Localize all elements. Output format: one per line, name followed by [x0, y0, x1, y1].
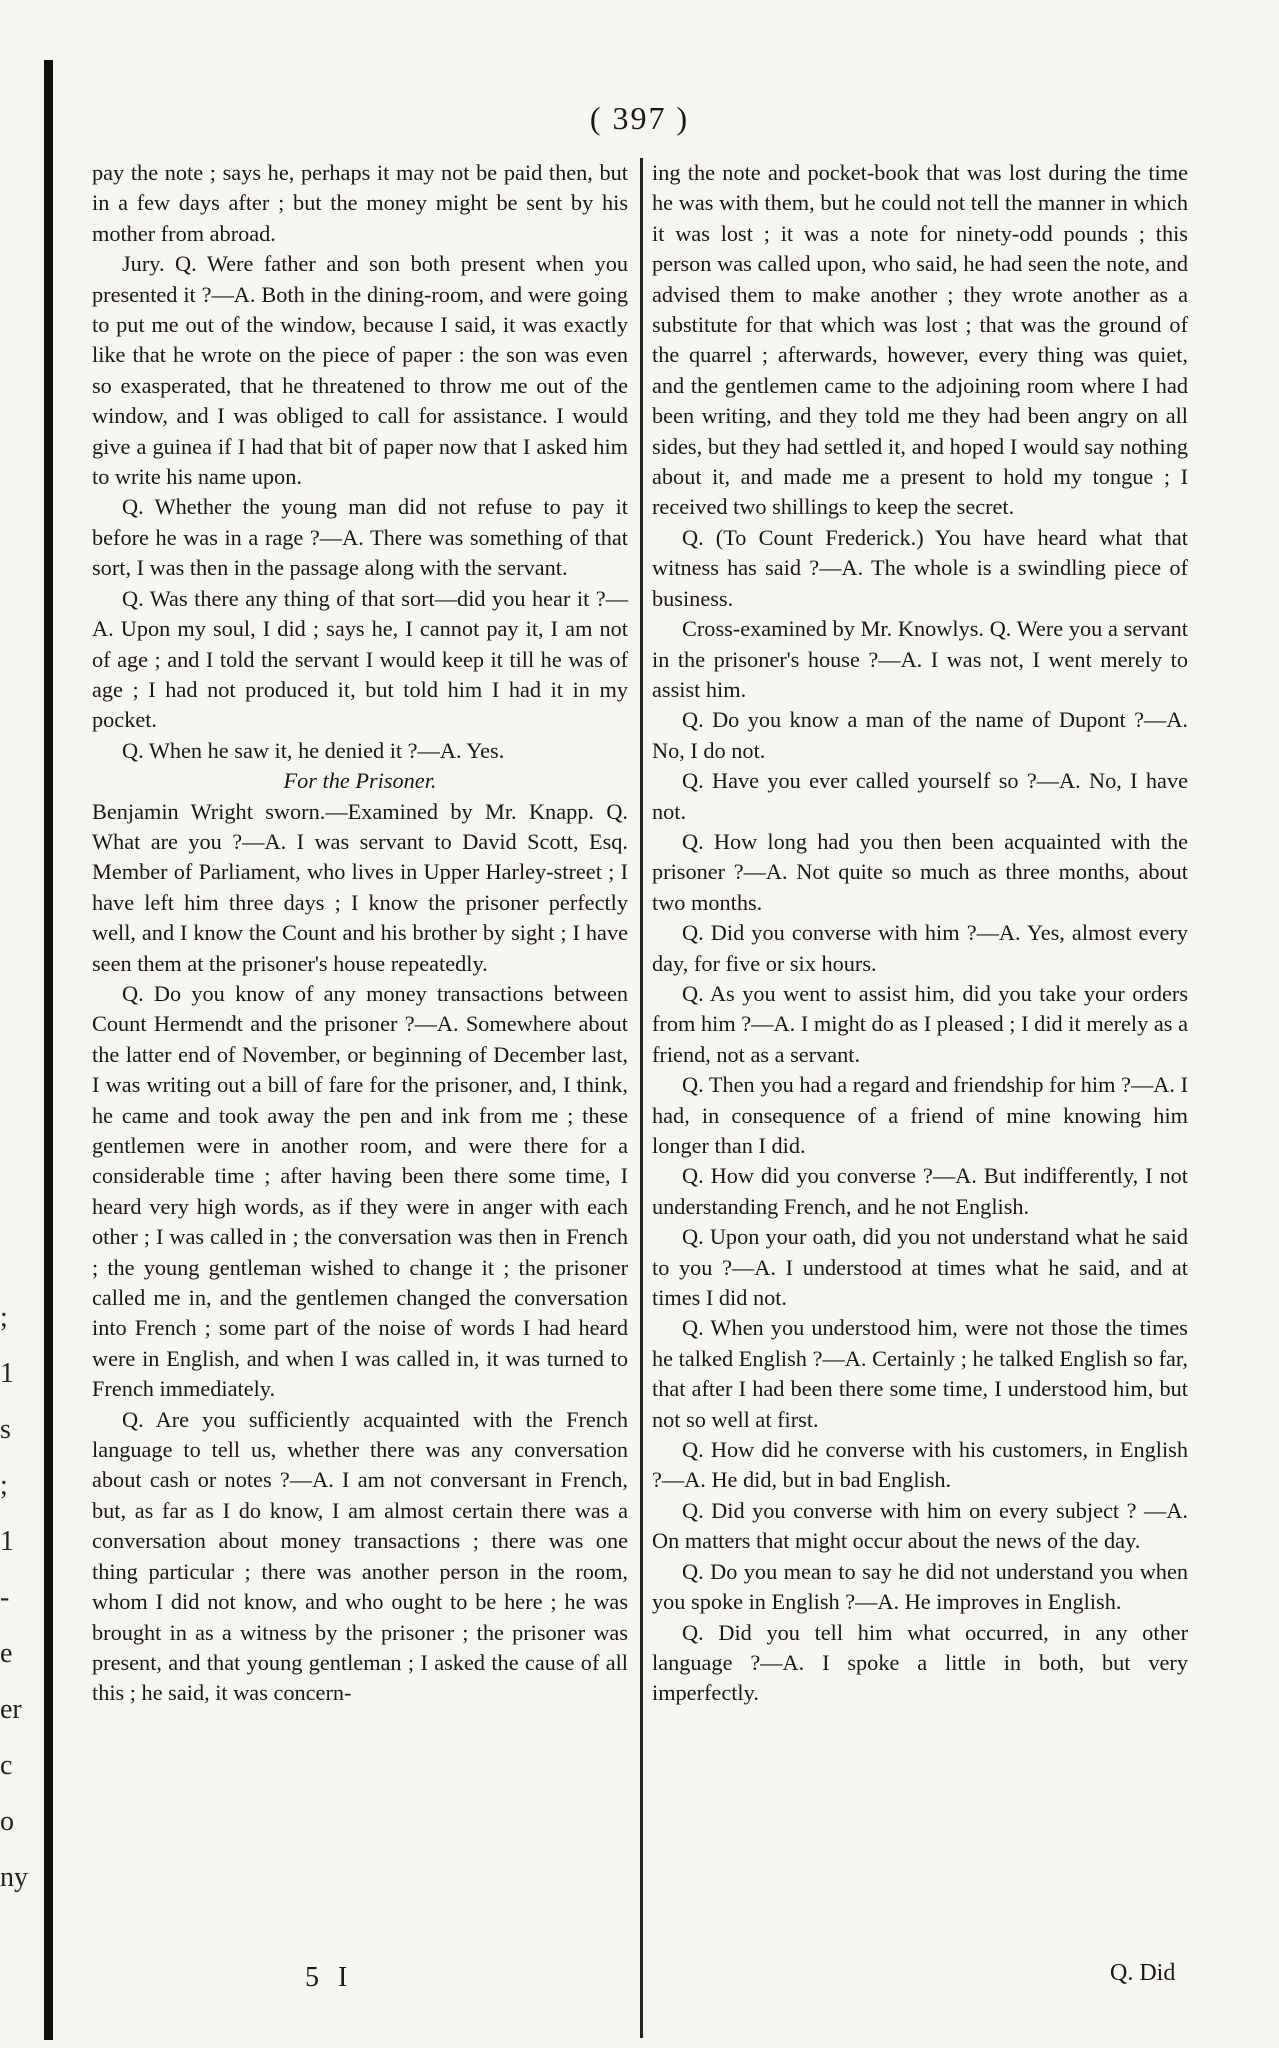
edge-fragment: e — [0, 1638, 13, 1669]
paragraph: Q. Then you had a regard and friendship for him ?—A. I had, in consequence of a friend of mine knowing him longer than I did. — [652, 1072, 1188, 1158]
paragraph: Q. Upon your oath, did you not understand what he said to you ?—A. I understood at times what he said, and at times I did not. — [652, 1224, 1188, 1311]
adjacent-page-fragments — [0, 1290, 30, 1906]
signature-mark: 5 I — [305, 1962, 354, 1993]
page-number: ( 397 ) — [589, 100, 690, 136]
paragraph: Q. Do you mean to say he did not understand you when you spoke in English ?—A. He improves in English. — [652, 1558, 1188, 1615]
paragraph: Jury. Q. Were father and son both present when you presented it ?—A. Both in the dining-room, and were going to put me out of the window, because I said, it was exactly like that he wrote on the piece of paper : the son was even so exasperated, that he threatened to throw me out of the window, and I was obliged to call for assistance. I would give a guinea if I had that bit of paper now that I asked him to write his name upon. — [92, 251, 628, 490]
paragraph: Q. How did you converse ?—A. But indifferently, I not understanding French, and he not English. — [652, 1163, 1188, 1219]
paragraph: Q. Was there any thing of that sort—did you hear it ?—A. Upon my soul, I did ; says he, I cannot pay it, I am not of age ; and I told the servant I would keep it till he was of age ; I had not produced it, but told him I had it in my pocket. — [92, 585, 628, 733]
paragraph: Q. Do you know a man of the name of Dupont ?—A. No, I do not. — [652, 707, 1188, 763]
paragraph: Q. Did you converse with him ?—A. Yes, almost every day, for five or six hours. — [652, 920, 1188, 976]
paragraph: Benjamin Wright sworn.—Examined by Mr. Knapp. Q. What are you ?—A. I was servant to David Scott, Esq. Member of Parliament, who lives in Upper Harley-street ; I have left him three days ; I know the prisoner perfectly well, and I know the Count and his brother by sight ; I have seen them at the prisoner's house repeatedly. — [92, 798, 628, 976]
paragraph: Cross-examined by Mr. Knowlys. Q. Were you a servant in the prisoner's house ?—A. I was not, I went merely to assist him. — [652, 616, 1188, 702]
paragraph: Q. Did you converse with him on every subject ? —A. On matters that might occur about the news of the day. — [652, 1497, 1188, 1554]
edge-fragment: c — [0, 1750, 13, 1781]
edge-fragment: - — [0, 1582, 10, 1613]
paragraph: pay the note ; says he, perhaps it may not be paid then, but in a few days after ; but the money might be sent by his mother from abroad. — [92, 160, 628, 246]
paragraph: Q. Do you know of any money transactions between Count Hermendt and the prisoner ?—A. Somewhere about the latter end of November, or beginning of December last, I was writing out a bill of fare for the prisoner, and, I think, he came and took away the pen and ink from me ; these gentlemen were in another room, and were there for a considerable time ; after having been there some time, I heard very high words, as if they were in anger with each other ; I was called in ; the conversation was then in French ; the young gentleman wished to change it ; the prisoner called me in, and the gentlemen changed the conversation into French ; some part of the noise of words I had heard were in English, and when I was called in, it was turned to French immediately. — [92, 980, 628, 1402]
edge-fragment: o — [0, 1806, 14, 1837]
paragraph: Q. When you understood him, were not those the times he talked English ?—A. Certainly ; he talked English so far, that after I had been there some time, I understood him, but not so well at first. — [652, 1315, 1188, 1432]
paragraph: Q. (To Count Frederick.) You have heard what that witness has said ?—A. The whole is a swindling piece of business. — [652, 524, 1188, 611]
edge-fragment: er — [0, 1694, 22, 1725]
catchword: Q. Did — [1110, 1960, 1176, 1986]
binding-edge — [44, 60, 53, 2040]
left-column — [92, 158, 628, 1709]
paragraph: Q. Did you tell him what occurred, in any other language ?—A. I spoke a little in both, but very imperfectly. — [652, 1619, 1188, 1706]
edge-fragment: 1 — [0, 1526, 14, 1557]
column-rule — [640, 158, 643, 2038]
edge-fragment: ny — [0, 1862, 28, 1893]
paragraph: Q. How did he converse with his customers, in English ?—A. He did, but in bad English. — [652, 1437, 1188, 1493]
paragraph: Q. Have you ever called yourself so ?—A. No, I have not. — [652, 768, 1188, 824]
edge-fragment: ; — [0, 1302, 8, 1333]
edge-fragment: s — [0, 1414, 11, 1445]
paragraph: Q. Whether the young man did not refuse to pay it before he was in a rage ?—A. There was something of that sort, I was then in the passage along with the servant. — [92, 494, 628, 581]
edge-fragment: 1 — [0, 1358, 14, 1389]
section-heading: For the Prisoner. — [283, 768, 437, 794]
edge-fragment: ; — [0, 1470, 8, 1501]
paragraph: Q. Are you sufficiently acquainted with the French language to tell us, whether there was any conversation about cash or notes ?—A. I am not conversant in French, but, as far as I do know, I am almost certain there was a conversation about money transactions ; there was one thing particular ; there was another person in the room, whom I did not know, and who ought to be here ; he was brought in as a witness by the prisoner ; the prisoner was present, and that young gentleman ; I asked the cause of all this ; he said, it was concern- — [92, 1406, 628, 1706]
paragraph: Q. When he saw it, he denied it ?—A. Yes. — [122, 737, 505, 763]
paragraph: Q. As you went to assist him, did you take your orders from him ?—A. I might do as I pleased ; I did it merely as a friend, not as a servant. — [652, 980, 1188, 1067]
paragraph: Q. How long had you then been acquainted with the prisoner ?—A. Not quite so much as three months, about two months. — [652, 828, 1188, 915]
paragraph: ing the note and pocket-book that was lost during the time he was with them, but he could not tell the manner in which it was lost ; it was a note for ninety-odd pounds ; this person was called upon, who said, he had seen the note, and advised them to make another ; they wrote another as a substitute for that which was lost ; that was the ground of the quarrel ; afterwards, however, every thing was quiet, and the gentlemen came to the adjoining room where I had been writing, and they told me they had been angry on all sides, but they had settled it, and hoped I would say nothing about it, and made me a present to hold my tongue ; I received two shillings to keep the secret. — [652, 160, 1188, 520]
right-column — [652, 158, 1188, 1709]
